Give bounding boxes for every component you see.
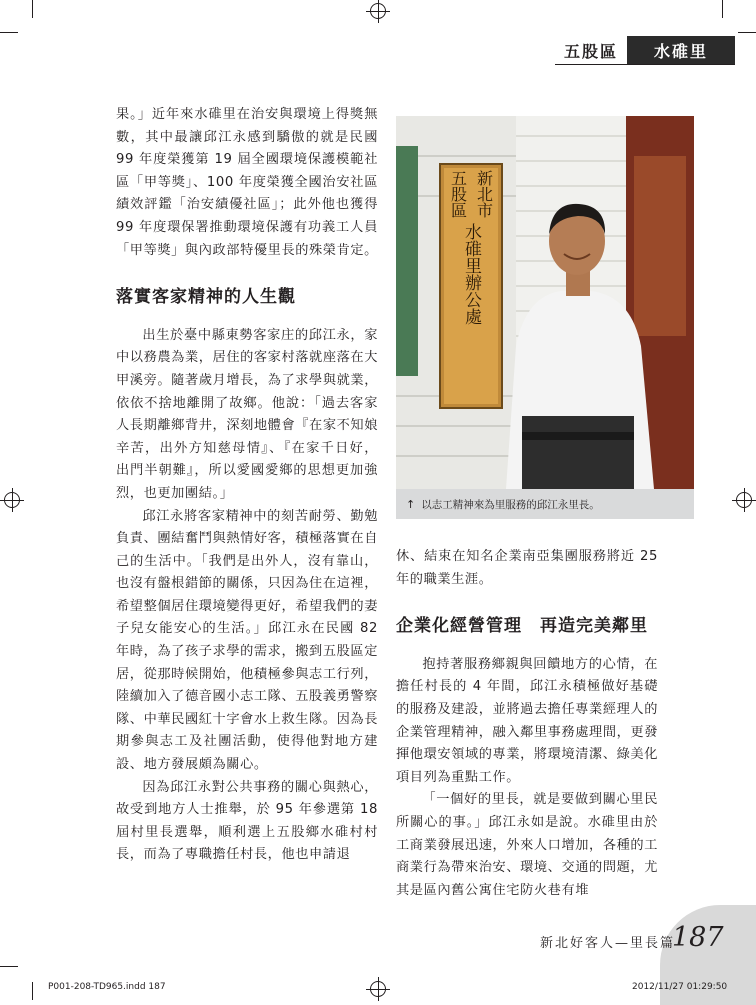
section-heading: 企業化經營管理 再造完美鄰里 [396, 616, 648, 637]
header-village: 水碓里 [627, 36, 735, 64]
book-title: 新北好客人—里長篇 [540, 936, 676, 951]
running-header [555, 36, 735, 64]
sign-text-office: 水碓里辦公處 [461, 223, 481, 325]
paragraph: 「一個好的里長，就是要做到關心里民所關心的事。」邱江永如是說。水碓里由於工商業發展迅速，外來人口增加，各種的工商業行為帶來治安、環境、交通的問題，尤其是區內舊公寓住宅防火巷有堆 [396, 792, 658, 898]
arrow-up-icon: ↑ [406, 497, 416, 511]
photo-illustration [396, 116, 694, 489]
registration-mark-icon [370, 3, 386, 19]
right-column [396, 546, 658, 902]
registration-mark-icon [736, 492, 752, 508]
crop-mark [32, 982, 33, 1000]
paragraph: 出生於臺中縣東勢客家庄的邱江永，家中以務農為業，居住的客家村落就座落在大甲溪旁。隨著歲月增長，為了求學與就業，依依不捨地離開了故鄉。他說：「過去客家人長期離鄉背井，深刻地體會『在家不知娘辛苦，出外方知慈母情』、『在家千日好，出門半朝難』，所以愛國愛鄉的思想更加強烈，也更加團結。」 [116, 327, 378, 501]
crop-mark [0, 32, 18, 33]
header-district: 五股區 [555, 36, 627, 64]
photo-caption [396, 489, 694, 519]
registration-mark-icon [4, 492, 20, 508]
caption-text: 以志工精神來為里服務的邱江永里長。 [421, 498, 600, 511]
paragraph-continuation: 休、結束在知名企業南亞集團服務將近 25 年的職業生涯。 [396, 549, 658, 587]
village-chief-photo [396, 116, 694, 489]
paragraph-intro: 果。」近年來水碓里在治安與環境上得獎無數，其中最讓邱江永感到驕傲的就是民國 99 年度榮獲第 19 屆全國環境保護模範社區「甲等獎」、100 年度榮獲全國治安社區績效評鑑「治安績優社區」；此外他也獲得 99 年度環保署推動環境保護有功義工人員「甲等獎」與內政部特優里長的殊榮肯定。 [116, 107, 378, 258]
registration-mark-icon [370, 981, 386, 997]
sign-text-district: 五股區 [448, 170, 468, 218]
paragraph: 抱持著服務鄉親與回饋地方的心情，在擔任村長的 4 年間，邱江永積極做好基礎的服務及建設，並將過去擔任專業經理人的企業管理精神，融入鄰里事務處理間，更發揮他環安領域的專業，將環境清潔、綠美化項目列為重點工作。 [396, 656, 658, 785]
section-heading: 落實客家精神的人生觀 [116, 287, 296, 308]
page-number: 187 [672, 922, 724, 953]
slug-file-info: P001-208-TD965.indd 187 [48, 982, 166, 992]
paragraph: 因為邱江永對公共事務的關心與熱心，故受到地方人士推舉，於 95 年參選第 18 屆村里長選舉，順利選上五股鄉水碓村村長，而為了專職擔任村長，他也申請退 [116, 779, 378, 863]
crop-mark [738, 32, 756, 33]
paragraph: 邱江永將客家精神中的刻苦耐勞、勤勉負責、團結奮鬥與熱情好客，積極落實在自己的生活中。「我們是出外人，沒有靠山，也沒有盤根錯節的關係，只因為住在這裡，希望整個居住環境變得更好，希望我們的妻子兒女能安心的生活。」邱江永在民國 82 年時，為了孩子求學的需求，搬到五股區定居，從那時候開始，他積極參與志工行列，陸續加入了德音國小志工隊、五股義勇警察隊、中華民國紅十字會水上救生隊。因為長期參與志工及社團活動，使得他對地方建設、地方發展頗為關心。 [116, 508, 378, 773]
left-column [116, 104, 378, 867]
header-rule [555, 64, 735, 65]
crop-mark [722, 0, 723, 18]
slug-timestamp: 2012/11/27 01:29:50 [632, 982, 728, 992]
crop-mark [0, 966, 18, 967]
sign-text-city: 新北市 [474, 170, 494, 218]
crop-mark [32, 0, 33, 18]
